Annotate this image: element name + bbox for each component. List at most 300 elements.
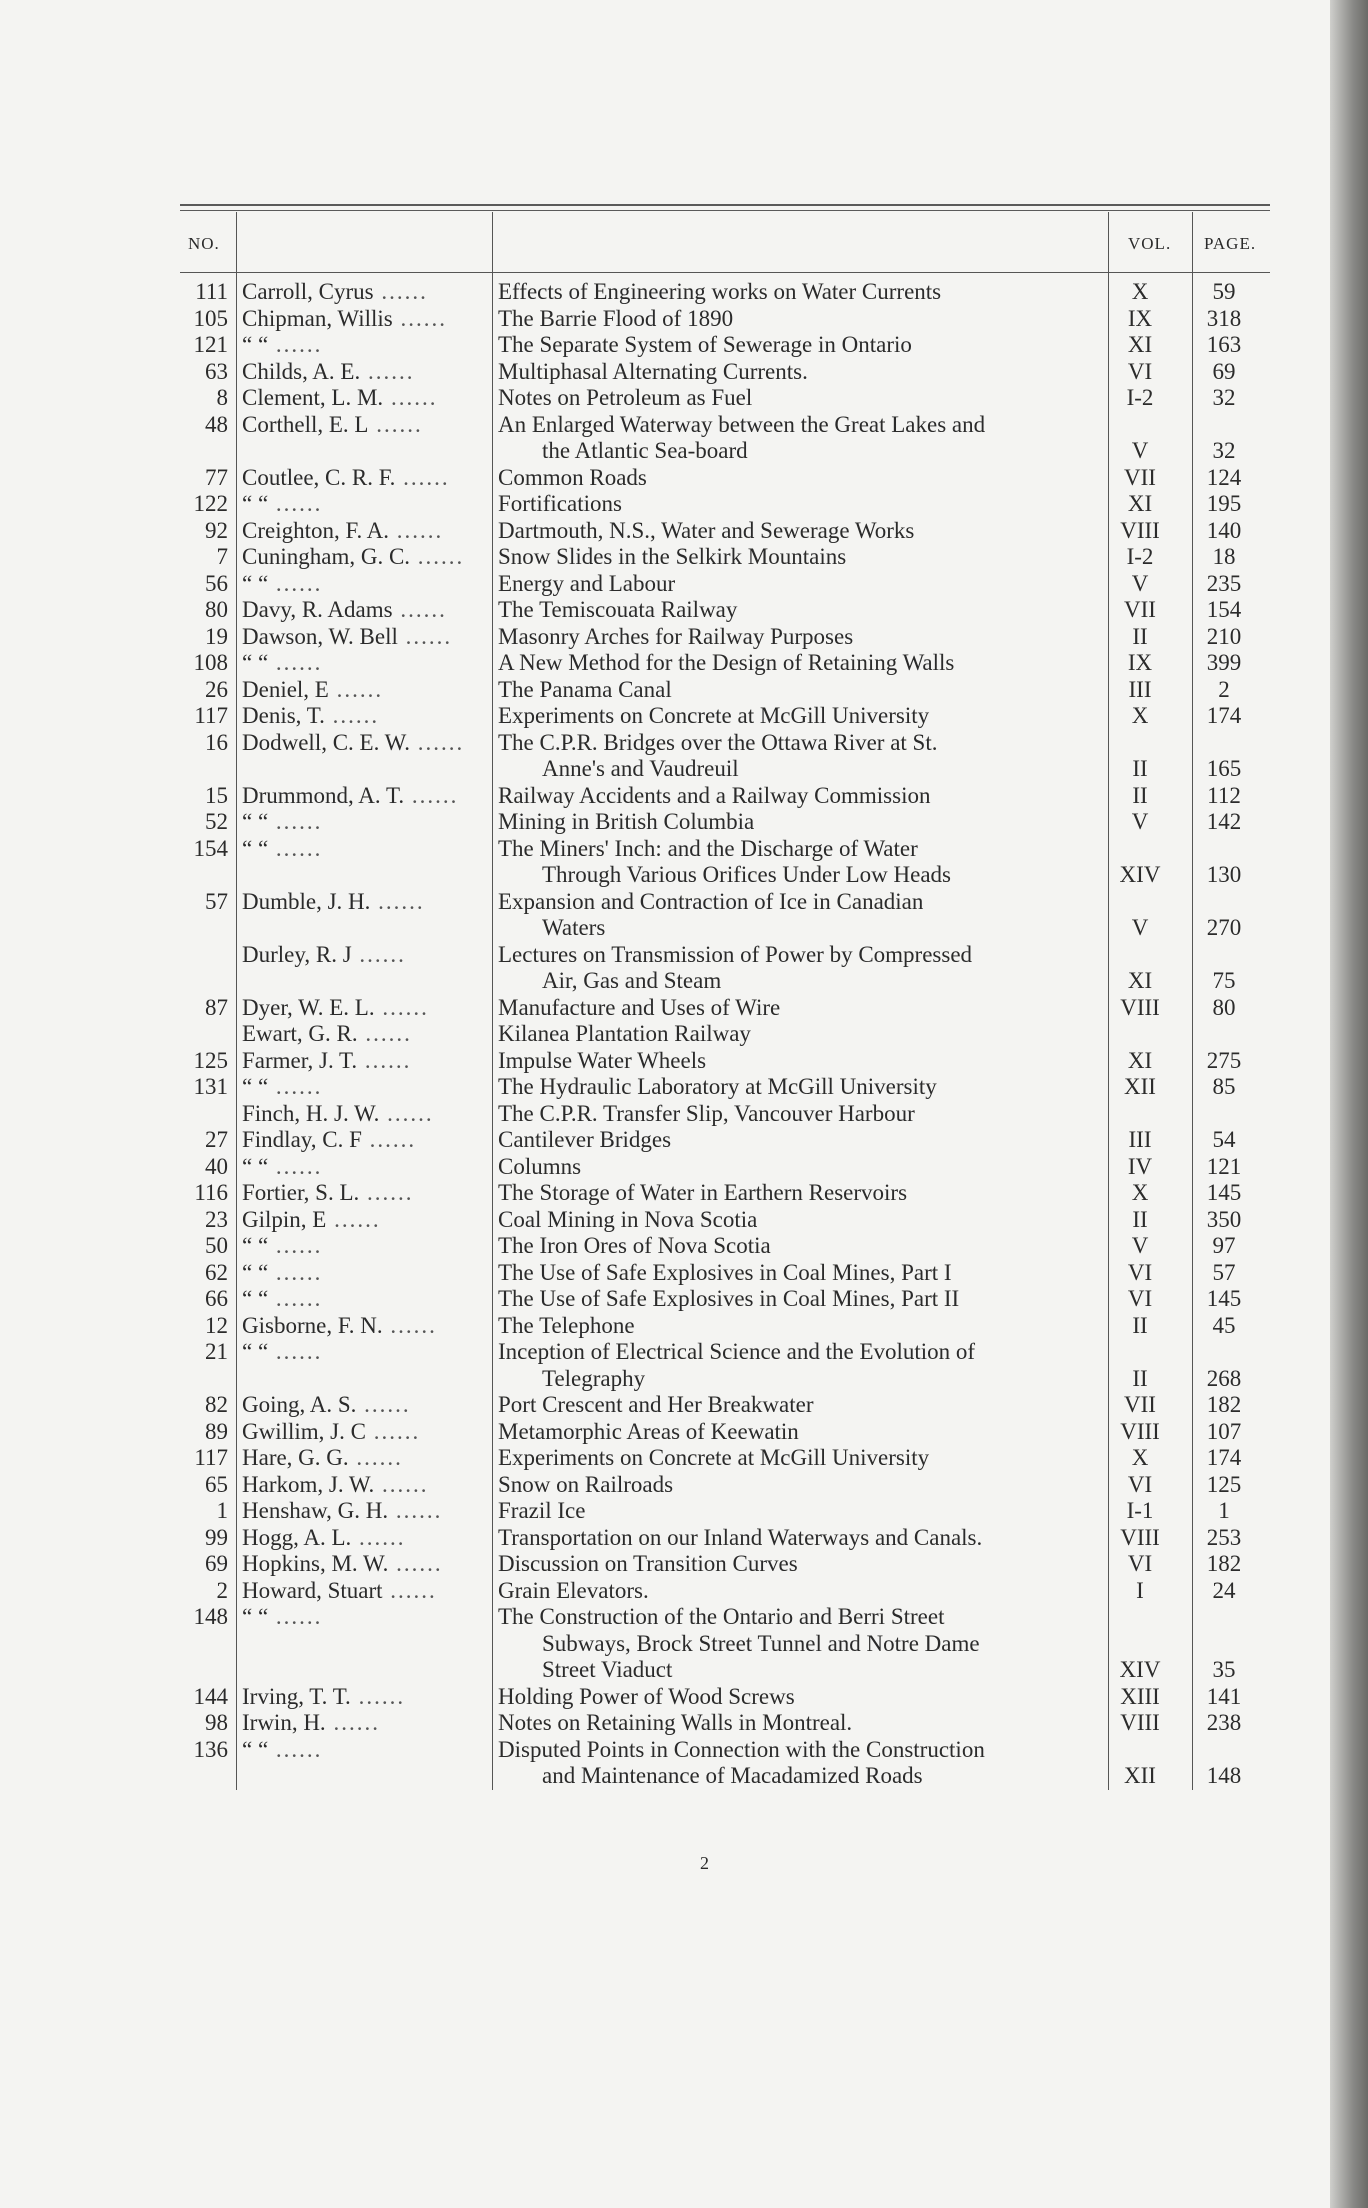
leader-dots: ...... — [410, 729, 465, 755]
volume-value: V — [1131, 1233, 1149, 1258]
author-name: Childs, A. E. — [242, 358, 361, 384]
table-row — [180, 1525, 1270, 1552]
entry-number: 40 — [205, 1153, 228, 1179]
title-line: Coal Mining in Nova Scotia — [498, 1206, 758, 1232]
entry-volume — [1098, 703, 1182, 730]
entry-author — [236, 306, 492, 333]
title-line: Waters — [542, 915, 606, 940]
entry-number — [180, 1101, 236, 1128]
leader-dots: ...... — [324, 703, 380, 728]
entry-author — [236, 385, 492, 412]
volume-value: VII — [1124, 597, 1156, 622]
entry-page — [1182, 1472, 1266, 1499]
author-name: Hogg, A. L. — [242, 1524, 352, 1550]
title-line: Multiphasal Alternating Currents. — [498, 358, 808, 384]
page-value: 35 — [1212, 1657, 1236, 1682]
entry-author — [236, 677, 492, 704]
entry-title — [492, 1207, 1098, 1234]
entry-number: 52 — [205, 809, 228, 834]
entry-volume — [1098, 1074, 1182, 1101]
author-name: “ “ — [242, 809, 269, 834]
page-value: 125 — [1206, 1471, 1242, 1497]
volume-value: VIII — [1120, 1418, 1160, 1444]
entry-title — [492, 279, 1098, 306]
title-line: Railway Accidents and a Railway Commission — [498, 782, 931, 808]
entry-page — [1182, 1074, 1266, 1101]
page-value: 235 — [1206, 570, 1242, 596]
volume-value: XIV — [1119, 1657, 1161, 1682]
entry-number: 117 — [194, 703, 228, 728]
volume-value: I-2 — [1126, 544, 1154, 569]
entry-author — [236, 1286, 492, 1313]
entry-author — [236, 571, 492, 598]
leader-dots: ...... — [410, 544, 465, 569]
author-name: Findlay, C. F — [242, 1127, 362, 1152]
volume-value: X — [1131, 279, 1149, 304]
entry-title — [492, 571, 1098, 598]
entry-page — [1182, 1684, 1266, 1711]
entry-title — [492, 1074, 1098, 1101]
title-line: Transportation on our Inland Waterways and Canals. — [498, 1524, 983, 1550]
page-value: 141 — [1206, 1683, 1242, 1709]
entry-author — [236, 359, 492, 386]
title-line: An Enlarged Waterway between the Great Lakes and — [498, 411, 986, 437]
column-header-no: NO. — [188, 234, 220, 253]
volume-value: II — [1132, 756, 1148, 781]
entry-volume — [1098, 279, 1182, 306]
entry-volume — [1098, 544, 1182, 571]
volume-value: IV — [1127, 1153, 1153, 1179]
leader-dots: ...... — [357, 1021, 412, 1046]
entry-author — [236, 1472, 492, 1499]
entry-title — [492, 491, 1098, 518]
entry-page — [1182, 1445, 1266, 1472]
table-row — [180, 544, 1270, 571]
entry-page — [1182, 1260, 1266, 1287]
leader-dots: ...... — [382, 1577, 437, 1603]
author-name: “ “ — [242, 1339, 269, 1364]
table-row — [180, 1684, 1270, 1711]
entry-title — [492, 1127, 1098, 1154]
entry-title — [492, 703, 1098, 730]
entry-author — [236, 1101, 492, 1128]
leader-dots: ...... — [268, 809, 323, 834]
leader-dots: ...... — [268, 570, 323, 596]
table-row — [180, 518, 1270, 545]
entry-number: 87 — [205, 994, 228, 1020]
entry-page — [1182, 412, 1266, 465]
entry-author — [236, 1207, 492, 1234]
page-edge — [1330, 0, 1368, 2208]
entry-title — [492, 650, 1098, 677]
entry-volume — [1098, 1127, 1182, 1154]
leader-dots: ...... — [368, 411, 423, 437]
entry-title — [492, 1551, 1098, 1578]
title-line: Discussion on Transition Curves — [498, 1551, 798, 1576]
volume-value: X — [1131, 1445, 1149, 1470]
page-value: 121 — [1206, 1153, 1242, 1179]
author-name: Farmer, J. T. — [242, 1047, 358, 1073]
entry-volume — [1098, 1233, 1182, 1260]
entry-number: 111 — [195, 279, 228, 304]
leader-dots: ...... — [370, 888, 425, 914]
entry-volume — [1098, 518, 1182, 545]
page-value: 154 — [1206, 597, 1242, 622]
entry-number: 131 — [193, 1074, 228, 1099]
entry-author — [236, 1419, 492, 1446]
title-line: The C.P.R. Bridges over the Ottawa River at St. — [498, 729, 938, 755]
page-number: 2 — [700, 1853, 709, 1873]
entry-author — [236, 942, 492, 995]
author-name: Corthell, E. L — [242, 411, 369, 437]
table-row — [180, 1445, 1270, 1472]
volume-value: VI — [1127, 1551, 1153, 1576]
entry-title — [492, 624, 1098, 651]
leader-dots: ...... — [268, 491, 323, 516]
page-value: 268 — [1206, 1365, 1242, 1391]
entry-title — [492, 889, 1098, 942]
entry-page — [1182, 1021, 1266, 1048]
page-value: 182 — [1206, 1392, 1242, 1417]
author-name: Creighton, F. A. — [242, 517, 390, 543]
entry-number: 21 — [205, 1339, 228, 1364]
leader-dots: ...... — [382, 1312, 437, 1338]
table-row — [180, 1154, 1270, 1181]
author-name: “ “ — [242, 1153, 269, 1179]
entry-number: 82 — [205, 1392, 228, 1417]
entry-page — [1182, 889, 1266, 942]
title-line: The Miners' Inch: and the Discharge of Water — [498, 835, 918, 861]
title-line: Snow on Railroads — [498, 1471, 674, 1497]
table-row — [180, 1392, 1270, 1419]
entry-number: 66 — [205, 1286, 228, 1311]
entry-number: 89 — [205, 1418, 228, 1444]
entry-page — [1182, 1578, 1266, 1605]
title-line: Disputed Points in Connection with the Construction — [498, 1736, 985, 1762]
entry-title — [492, 809, 1098, 836]
page-value: 318 — [1206, 305, 1242, 331]
page-value: 145 — [1206, 1286, 1242, 1311]
entry-title — [492, 783, 1098, 810]
page-value: 238 — [1206, 1710, 1242, 1735]
table-row — [180, 1048, 1270, 1075]
entry-page — [1182, 1604, 1266, 1684]
entry-page — [1182, 650, 1266, 677]
entry-number: 125 — [193, 1047, 228, 1073]
title-line: The C.P.R. Transfer Slip, Vancouver Harbour — [498, 1100, 915, 1126]
title-line: Through Various Orifices Under Low Heads — [542, 862, 952, 887]
column-divider — [492, 212, 493, 1790]
volume-value: VIII — [1120, 1710, 1160, 1735]
entry-title — [492, 544, 1098, 571]
title-line: Metamorphic Areas of Keewatin — [498, 1418, 799, 1444]
entry-page — [1182, 1737, 1266, 1790]
author-name: Durley, R. J — [242, 941, 352, 967]
title-line: Notes on Petroleum as Fuel — [498, 385, 753, 410]
author-name: Carroll, Cyrus — [242, 279, 374, 304]
entry-number: 77 — [205, 464, 228, 490]
entry-volume — [1098, 1684, 1182, 1711]
entry-volume — [1098, 1710, 1182, 1737]
table-row — [180, 359, 1270, 386]
entry-number: 122 — [193, 491, 228, 516]
entry-author — [236, 1578, 492, 1605]
volume-value: VII — [1124, 464, 1156, 490]
entry-author — [236, 518, 492, 545]
entry-author — [236, 544, 492, 571]
entry-number: 69 — [205, 1551, 228, 1576]
entry-page — [1182, 1551, 1266, 1578]
entry-title — [492, 1339, 1098, 1392]
leader-dots: ...... — [388, 1551, 443, 1576]
top-rule — [180, 204, 1270, 206]
table-row — [180, 385, 1270, 412]
table-body — [180, 279, 1270, 1790]
entry-title — [492, 1445, 1098, 1472]
volume-value: V — [1131, 570, 1149, 596]
page-value: 399 — [1206, 650, 1242, 675]
entry-page — [1182, 1392, 1266, 1419]
leader-dots: ...... — [392, 305, 447, 331]
entry-page — [1182, 1313, 1266, 1340]
page-value: 45 — [1212, 1312, 1236, 1338]
entry-volume — [1098, 1101, 1182, 1128]
page-value: 85 — [1212, 1074, 1236, 1099]
volume-value: II — [1132, 1365, 1148, 1391]
page-value: 210 — [1206, 623, 1242, 649]
entry-title — [492, 1048, 1098, 1075]
volume-value: VII — [1124, 1392, 1156, 1417]
author-name: Cuningham, G. C. — [242, 544, 411, 569]
entry-title — [492, 385, 1098, 412]
leader-dots: ...... — [268, 332, 323, 357]
author-name: “ “ — [242, 1074, 269, 1099]
entry-author — [236, 624, 492, 651]
table-row — [180, 730, 1270, 783]
leader-dots: ...... — [268, 1286, 323, 1311]
entry-page — [1182, 1180, 1266, 1207]
entry-page — [1182, 279, 1266, 306]
title-line: Energy and Labour — [498, 570, 676, 596]
entry-author — [236, 412, 492, 465]
entry-number: 63 — [205, 358, 228, 384]
volume-value: XII — [1124, 1763, 1156, 1788]
table-row — [180, 1472, 1270, 1499]
leader-dots: ...... — [379, 1100, 434, 1126]
author-name: “ “ — [242, 1736, 269, 1762]
volume-value: III — [1128, 1127, 1152, 1152]
entry-volume — [1098, 624, 1182, 651]
entry-title — [492, 677, 1098, 704]
entry-author — [236, 1445, 492, 1472]
entry-number: 56 — [205, 570, 228, 596]
author-name: Deniel, E — [242, 676, 329, 702]
title-line: The Storage of Water in Earthern Reservoirs — [498, 1180, 908, 1205]
author-name: Coutlee, C. R. F. — [242, 464, 396, 490]
volume-value: VIII — [1120, 994, 1160, 1020]
volume-value: XI — [1127, 1047, 1153, 1073]
table-row — [180, 1313, 1270, 1340]
volume-value: VI — [1127, 1471, 1153, 1497]
entry-author — [236, 1684, 492, 1711]
author-name: “ “ — [242, 1604, 269, 1629]
entry-volume — [1098, 465, 1182, 492]
table-row — [180, 306, 1270, 333]
entry-volume — [1098, 995, 1182, 1022]
volume-value: VIII — [1120, 1524, 1160, 1550]
table-row — [180, 836, 1270, 889]
entry-title — [492, 1392, 1098, 1419]
leader-dots: ...... — [360, 358, 415, 384]
entry-author — [236, 465, 492, 492]
entry-title — [492, 1313, 1098, 1340]
entry-author — [236, 889, 492, 942]
author-name: Dumble, J. H. — [242, 888, 371, 914]
table-row — [180, 465, 1270, 492]
author-name: Chipman, Willis — [242, 305, 393, 331]
entry-title — [492, 995, 1098, 1022]
leader-dots: ...... — [395, 464, 450, 490]
leader-dots: ...... — [357, 1047, 412, 1073]
title-line: Expansion and Contraction of Ice in Canadian — [498, 888, 924, 914]
entry-number: 8 — [216, 385, 228, 410]
table-row — [180, 1127, 1270, 1154]
entry-title — [492, 1154, 1098, 1181]
page-value: 130 — [1206, 862, 1242, 887]
entry-title — [492, 1604, 1098, 1684]
table-row — [180, 412, 1270, 465]
entry-number: 98 — [205, 1710, 228, 1735]
entry-page — [1182, 306, 1266, 333]
author-name: Hare, G. G. — [242, 1445, 349, 1470]
entry-page — [1182, 1127, 1266, 1154]
author-name: “ “ — [242, 1259, 269, 1285]
entry-volume — [1098, 1286, 1182, 1313]
entry-volume — [1098, 1498, 1182, 1525]
leader-dots: ...... — [388, 1498, 443, 1523]
table-row — [180, 889, 1270, 942]
table-row — [180, 597, 1270, 624]
author-name: Ewart, G. R. — [242, 1021, 358, 1046]
entry-volume — [1098, 1180, 1182, 1207]
table-row — [180, 332, 1270, 359]
author-name: Dyer, W. E. L. — [242, 994, 375, 1020]
page-value: 97 — [1212, 1233, 1236, 1258]
author-name: Going, A. S. — [242, 1392, 357, 1417]
page-value: 253 — [1206, 1524, 1242, 1550]
title-line: Mining in British Columbia — [498, 809, 755, 834]
table-row — [180, 650, 1270, 677]
entry-volume — [1098, 1154, 1182, 1181]
entry-volume — [1098, 1021, 1182, 1048]
page-value: 142 — [1206, 809, 1242, 834]
entry-volume — [1098, 1419, 1182, 1446]
page-value: 182 — [1206, 1551, 1242, 1576]
leader-dots: ...... — [268, 1074, 323, 1099]
entry-volume — [1098, 1525, 1182, 1552]
entry-volume — [1098, 809, 1182, 836]
leader-dots: ...... — [268, 1736, 323, 1762]
entry-number: 23 — [205, 1206, 228, 1232]
entry-number: 144 — [193, 1683, 228, 1709]
table-row — [180, 1498, 1270, 1525]
entry-title — [492, 1286, 1098, 1313]
entry-title — [492, 1710, 1098, 1737]
entry-page — [1182, 836, 1266, 889]
entry-title — [492, 1101, 1098, 1128]
table-row — [180, 995, 1270, 1022]
page-value: 24 — [1212, 1577, 1236, 1603]
entry-volume — [1098, 306, 1182, 333]
column-divider — [236, 212, 237, 1790]
entry-page — [1182, 491, 1266, 518]
entry-author — [236, 995, 492, 1022]
page-value: 145 — [1206, 1180, 1242, 1205]
page-value: 140 — [1206, 517, 1242, 543]
table-row — [180, 1021, 1270, 1048]
entry-number: 148 — [193, 1604, 228, 1629]
page-value: 1 — [1218, 1498, 1230, 1523]
column-header-vol: VOL. — [1128, 234, 1172, 253]
author-name: Denis, T. — [242, 703, 325, 728]
entry-page — [1182, 385, 1266, 412]
page-value: 270 — [1206, 915, 1242, 940]
table-row — [180, 1604, 1270, 1684]
author-name: Clement, L. M. — [242, 385, 384, 410]
entry-volume — [1098, 1207, 1182, 1234]
entry-author — [236, 809, 492, 836]
entry-volume — [1098, 1048, 1182, 1075]
author-name: Drummond, A. T. — [242, 782, 405, 808]
entry-author — [236, 1048, 492, 1075]
entry-page — [1182, 1710, 1266, 1737]
leader-dots: ...... — [351, 1524, 406, 1550]
entry-page — [1182, 597, 1266, 624]
title-line: Subways, Brock Street Tunnel and Notre Dame — [542, 1630, 980, 1656]
entry-number: 19 — [205, 623, 228, 649]
entry-volume — [1098, 677, 1182, 704]
title-line: Columns — [498, 1153, 582, 1179]
entry-volume — [1098, 491, 1182, 518]
entry-number: 65 — [205, 1471, 228, 1497]
title-line: Inception of Electrical Science and the Evolution of — [498, 1339, 976, 1364]
table-row — [180, 1286, 1270, 1313]
entry-volume — [1098, 597, 1182, 624]
page-value: 57 — [1212, 1259, 1236, 1285]
volume-value: IX — [1127, 650, 1153, 675]
entry-number: 15 — [205, 782, 228, 808]
table-row — [180, 1339, 1270, 1392]
leader-dots: ...... — [268, 1339, 323, 1364]
table-row — [180, 1710, 1270, 1737]
entry-number: 116 — [194, 1180, 228, 1205]
entry-page — [1182, 571, 1266, 598]
author-name: Gwillim, J. C — [242, 1418, 366, 1444]
volume-value: II — [1132, 782, 1148, 808]
entry-author — [236, 836, 492, 889]
entry-author — [236, 650, 492, 677]
index-table — [180, 212, 1270, 1790]
title-line: Air, Gas and Steam — [542, 968, 722, 993]
entry-author — [236, 1127, 492, 1154]
page-value: 32 — [1212, 385, 1236, 410]
page-value: 18 — [1212, 544, 1236, 569]
entry-volume — [1098, 942, 1182, 995]
entry-author — [236, 1180, 492, 1207]
volume-value: III — [1128, 676, 1152, 702]
entry-author — [236, 1074, 492, 1101]
entry-number — [180, 942, 236, 995]
